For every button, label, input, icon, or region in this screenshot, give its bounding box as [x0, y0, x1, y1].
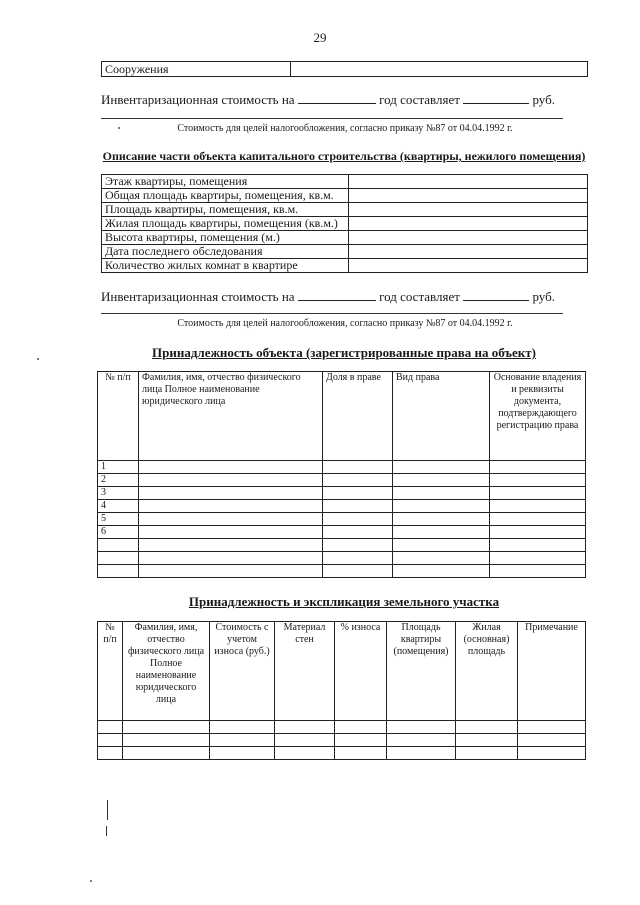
- land-cell[interactable]: [210, 721, 275, 734]
- ownership-header-row: [98, 372, 586, 461]
- table-row: [98, 734, 586, 747]
- cell-name[interactable]: [139, 513, 323, 526]
- valuation-date-blank-2[interactable]: [298, 289, 376, 301]
- land-cell[interactable]: [123, 747, 210, 760]
- description-row: [102, 189, 588, 203]
- row-number: 3: [98, 487, 139, 500]
- land-cell[interactable]: [518, 734, 586, 747]
- description-label: Площадь квартиры, помещения, кв.м.: [102, 203, 349, 217]
- cell-kind[interactable]: [393, 500, 490, 513]
- cell-basis[interactable]: [490, 526, 586, 539]
- land-cell[interactable]: [123, 734, 210, 747]
- description-title: Описание части объекта капитального строительства (квартиры, нежилого помещения): [102, 149, 586, 163]
- valuation-suffix-2: руб.: [532, 289, 555, 304]
- land-cell[interactable]: [387, 747, 456, 760]
- cell-name[interactable]: [139, 487, 323, 500]
- cell-kind[interactable]: [393, 487, 490, 500]
- land-header-area: Площадь квартиры (помещения): [387, 622, 456, 721]
- cell-name[interactable]: [139, 539, 323, 552]
- land-cell[interactable]: [98, 721, 123, 734]
- description-label: Дата последнего обследования: [102, 245, 349, 259]
- table-row: [98, 474, 586, 487]
- cell-basis[interactable]: [490, 539, 586, 552]
- cell-basis[interactable]: [490, 500, 586, 513]
- cell-kind[interactable]: [393, 461, 490, 474]
- description-label: Этаж квартиры, помещения: [102, 175, 349, 189]
- land-title: Принадлежность и экспликация земельного участка: [188, 594, 500, 609]
- ownership-table: [97, 371, 586, 578]
- land-cell[interactable]: [98, 734, 123, 747]
- description-value[interactable]: [349, 189, 588, 203]
- cell-share[interactable]: [323, 565, 393, 578]
- cell-kind[interactable]: [393, 474, 490, 487]
- description-value[interactable]: [349, 231, 588, 245]
- row-number: [98, 539, 139, 552]
- row-number: 1: [98, 461, 139, 474]
- description-row: [102, 259, 588, 273]
- structures-value[interactable]: [291, 62, 588, 77]
- valuation-line-2: [101, 289, 561, 305]
- cell-kind[interactable]: [393, 526, 490, 539]
- cell-basis[interactable]: [490, 474, 586, 487]
- cell-name[interactable]: [139, 500, 323, 513]
- land-header-row: [98, 622, 586, 721]
- description-value[interactable]: [349, 217, 588, 231]
- cell-share[interactable]: [323, 513, 393, 526]
- cell-basis[interactable]: [490, 513, 586, 526]
- land-cell[interactable]: [518, 747, 586, 760]
- scan-mark: [107, 800, 108, 820]
- ownership-header-name: Фамилия, имя, отчество физического лица Полное наименование юридического лица: [139, 372, 323, 461]
- valuation-prefix-2: Инвентаризационная стоимость на: [101, 289, 295, 304]
- description-value[interactable]: [349, 175, 588, 189]
- row-number: 6: [98, 526, 139, 539]
- description-row: [102, 175, 588, 189]
- row-number: 5: [98, 513, 139, 526]
- valuation-date-blank[interactable]: [298, 92, 376, 104]
- description-row: [102, 231, 588, 245]
- cell-name[interactable]: [139, 565, 323, 578]
- land-cell[interactable]: [275, 747, 335, 760]
- table-row: [98, 461, 586, 474]
- cell-share[interactable]: [323, 539, 393, 552]
- land-table: [97, 621, 586, 760]
- description-row: [102, 203, 588, 217]
- cell-name[interactable]: [139, 461, 323, 474]
- table-row: [98, 487, 586, 500]
- table-row: [98, 526, 586, 539]
- valuation-line: [101, 92, 561, 108]
- land-header-cost: Стоимость с учетом износа (руб.): [210, 622, 275, 721]
- cell-share[interactable]: [323, 487, 393, 500]
- land-header-note: Примечание: [518, 622, 586, 721]
- cell-share[interactable]: [323, 474, 393, 487]
- cell-share[interactable]: [323, 526, 393, 539]
- cell-name[interactable]: [139, 474, 323, 487]
- ownership-title: Принадлежность объекта (зарегистрированные права на объект): [152, 345, 536, 360]
- description-label: Высота квартиры, помещения (м.): [102, 231, 349, 245]
- scan-mark: [106, 826, 107, 836]
- table-row: [98, 500, 586, 513]
- valuation-middle: год составляет: [379, 92, 460, 107]
- table-row: [98, 513, 586, 526]
- cell-basis[interactable]: [490, 552, 586, 565]
- land-cell[interactable]: [387, 734, 456, 747]
- description-label: Количество жилых комнат в квартире: [102, 259, 349, 273]
- valuation-amount-blank[interactable]: [463, 92, 529, 104]
- cell-basis[interactable]: [490, 487, 586, 500]
- row-number: [98, 565, 139, 578]
- cell-kind[interactable]: [393, 552, 490, 565]
- land-cell[interactable]: [335, 734, 387, 747]
- land-header-name: Фамилия, имя, отчество физического лица Полное наименование юридического лица: [123, 622, 210, 721]
- row-number: 2: [98, 474, 139, 487]
- description-table: [101, 174, 588, 273]
- land-cell[interactable]: [275, 721, 335, 734]
- page-number: 29: [313, 30, 327, 45]
- valuation-suffix: руб.: [532, 92, 555, 107]
- valuation-amount-blank-2[interactable]: [463, 289, 529, 301]
- land-cell[interactable]: [456, 734, 518, 747]
- land-cell[interactable]: [335, 721, 387, 734]
- ownership-header-no: № п/п: [98, 372, 139, 461]
- structures-label: Сооружения: [102, 62, 291, 77]
- land-cell[interactable]: [275, 734, 335, 747]
- structures-table: [101, 61, 588, 77]
- cell-share[interactable]: [323, 500, 393, 513]
- land-cell[interactable]: [210, 747, 275, 760]
- valuation-rule-2: [101, 313, 563, 314]
- table-row: [98, 747, 586, 760]
- cell-kind[interactable]: [393, 513, 490, 526]
- ownership-header-basis: Основание владения и реквизиты документа, подтверждающего регистрацию права: [490, 372, 586, 461]
- row-number: 4: [98, 500, 139, 513]
- valuation-middle-2: год составляет: [379, 289, 460, 304]
- land-cell[interactable]: [335, 747, 387, 760]
- description-value[interactable]: [349, 259, 588, 273]
- cell-kind[interactable]: [393, 539, 490, 552]
- valuation-rule: [101, 118, 563, 119]
- description-value[interactable]: [349, 203, 588, 217]
- scan-dot: [90, 880, 92, 882]
- land-cell[interactable]: [123, 721, 210, 734]
- scan-dot: [37, 358, 39, 360]
- land-header-material: Материал стен: [275, 622, 335, 721]
- cell-name[interactable]: [139, 526, 323, 539]
- cell-name[interactable]: [139, 552, 323, 565]
- land-cell[interactable]: [210, 734, 275, 747]
- description-label: Общая площадь квартиры, помещения, кв.м.: [102, 189, 349, 203]
- cell-kind[interactable]: [393, 565, 490, 578]
- cell-share[interactable]: [323, 461, 393, 474]
- ownership-header-share: Доля в праве: [323, 372, 393, 461]
- land-cell[interactable]: [98, 747, 123, 760]
- description-row: [102, 245, 588, 259]
- row-number: [98, 552, 139, 565]
- land-cell[interactable]: [456, 721, 518, 734]
- table-row: [98, 552, 586, 565]
- land-cell[interactable]: [456, 747, 518, 760]
- land-header-wear: % износа: [335, 622, 387, 721]
- valuation-prefix: Инвентаризационная стоимость на: [101, 92, 295, 107]
- valuation-note: Стоимость для целей налогообложения, согласно приказу №87 от 04.04.1992 г.: [177, 123, 513, 134]
- description-value[interactable]: [349, 245, 588, 259]
- land-header-no: № п/п: [98, 622, 123, 721]
- scan-dot: [118, 127, 120, 129]
- land-cell[interactable]: [387, 721, 456, 734]
- description-label: Жилая площадь квартиры, помещения (кв.м.): [102, 217, 349, 231]
- table-row: [98, 565, 586, 578]
- table-row: [98, 721, 586, 734]
- cell-share[interactable]: [323, 552, 393, 565]
- land-cell[interactable]: [518, 721, 586, 734]
- table-row: [98, 539, 586, 552]
- cell-basis[interactable]: [490, 461, 586, 474]
- valuation-note-2: Стоимость для целей налогообложения, согласно приказу №87 от 04.04.1992 г.: [177, 318, 513, 329]
- description-row: [102, 217, 588, 231]
- cell-basis[interactable]: [490, 565, 586, 578]
- land-header-living: Жилая (основная) площадь: [456, 622, 518, 721]
- ownership-header-kind: Вид права: [393, 372, 490, 461]
